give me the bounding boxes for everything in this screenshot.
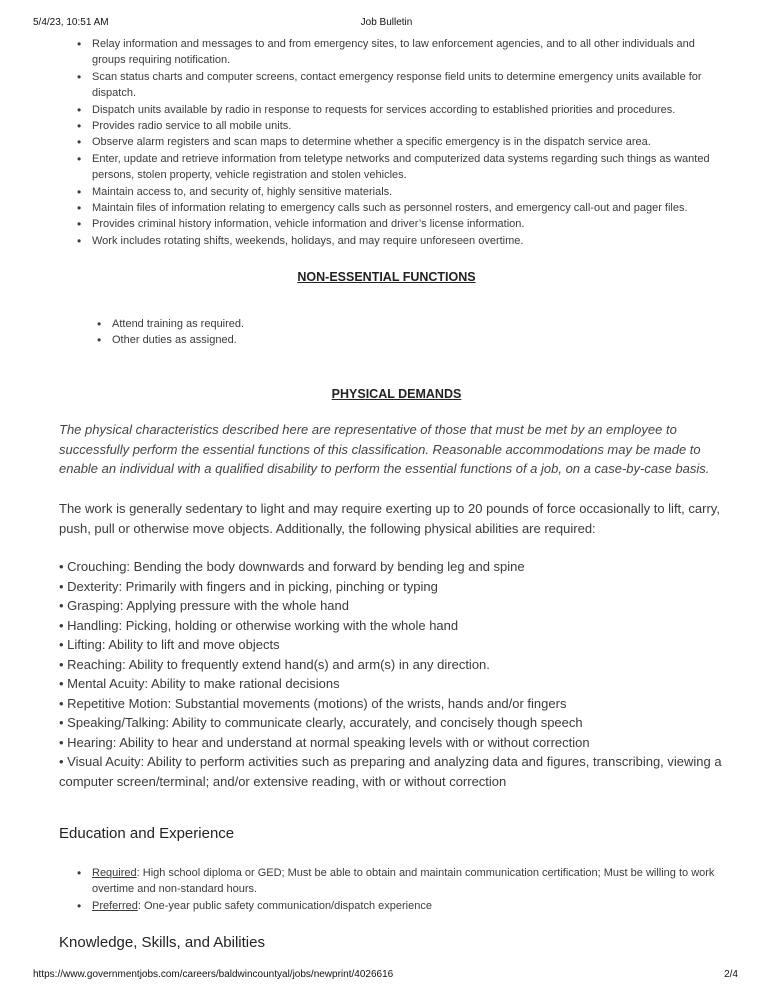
ability-item: • Mental Acuity: Ability to make rational decisions xyxy=(59,676,340,691)
list-item: • Enter, update and retrieve information from teletype networks and computerized data systems regarding such things as wanted persons, stolen property, vehicle registration and stolen vehicles. xyxy=(74,151,724,184)
list-item: • Other duties as assigned. xyxy=(94,332,694,348)
ability-item: • Dexterity: Primarily with fingers and in picking, pinching or typing xyxy=(59,578,438,594)
physical-abilities-list xyxy=(59,557,731,791)
ability-item: • Visual Acuity: Ability to perform activities such as preparing and analyzing data and figures, transcribing, viewing a computer screen/terminal; and/or extensive reading, with or without correction xyxy=(59,754,722,789)
physical-intro: The physical characteristics described here are representative of those that must be met by an employee to successfully perform the essential functions of this classification. Reasonable accommodations may be made to enable an individual with a qualified disability to perform the essential functions of a job, on a case-by-case basis. xyxy=(59,422,710,476)
print-header xyxy=(0,17,773,31)
list-item: • Provides criminal history information, vehicle information and driver’s license information. xyxy=(74,216,724,232)
preferred-label: Preferred xyxy=(92,899,138,912)
required-text: : High school diploma or GED; Must be able to obtain and maintain communication certification; Must be willing to work overtime and non-standard hours. xyxy=(92,867,715,896)
ability-item: • Crouching: Bending the body downwards and forward by bending leg and spine xyxy=(59,559,525,574)
duties-list xyxy=(74,36,724,249)
ability-item: • Lifting: Ability to lift and move objects xyxy=(59,637,280,652)
nonessential-heading: NON-ESSENTIAL FUNCTIONS xyxy=(297,270,476,284)
page-number: 2/4 xyxy=(724,969,738,980)
list-item: • Scan status charts and computer screens, contact emergency response field units to determine emergency units available for dispatch. xyxy=(74,69,724,102)
ability-item: • Hearing: Ability to hear and understand at normal speaking levels with or without correction xyxy=(59,734,590,750)
physical-demands-heading: PHYSICAL DEMANDS xyxy=(331,387,462,401)
list-item: • Observe alarm registers and scan maps to determine whether a specific emergency is in the dispatch service area. xyxy=(74,134,724,150)
print-date: 5/4/23, 10:51 AM xyxy=(33,17,109,28)
list-item xyxy=(74,865,724,898)
ksa-heading: Knowledge, Skills, and Abilities xyxy=(59,934,265,951)
ability-item: • Speaking/Talking: Ability to communicate clearly, accurately, and concisely though speech xyxy=(59,715,583,730)
physical-work-description: The work is generally sedentary to light and may require exerting up to 20 pounds of force occasionally to lift, carry, push, pull or otherwise move objects. Additionally, the following physical abilities are required: xyxy=(59,501,720,536)
ability-item: • Repetitive Motion: Substantial movements (motions) of the wrists, hands and/or fingers xyxy=(59,695,567,711)
list-item xyxy=(74,898,724,914)
list-item: • Maintain files of information relating to emergency calls such as personnel rosters, and emergency call-out and pager files. xyxy=(74,200,724,216)
ability-item: • Handling: Picking, holding or otherwise working with the whole hand xyxy=(59,617,459,633)
list-item: • Provides radio service to all mobile units. xyxy=(74,118,724,134)
ability-item: • Reaching: Ability to frequently extend hand(s) and arm(s) in any direction. xyxy=(59,656,490,672)
required-label: Required xyxy=(92,867,137,879)
education-list xyxy=(74,865,724,914)
list-item: • Work includes rotating shifts, weekends, holidays, and may require unforeseen overtime. xyxy=(74,233,724,249)
ability-item: • Grasping: Applying pressure with the whole hand xyxy=(59,598,349,613)
page-url: https://www.governmentjobs.com/careers/baldwincountyal/jobs/newprint/4026616 xyxy=(33,969,394,980)
print-title: Job Bulletin xyxy=(360,17,413,28)
education-heading: Education and Experience xyxy=(59,825,235,842)
list-item: • Attend training as required. xyxy=(94,316,694,332)
nonessential-list xyxy=(94,316,694,349)
list-item: • Dispatch units available by radio in response to requests for services according to established priorities and procedures. xyxy=(74,102,724,118)
list-item: • Maintain access to, and security of, highly sensitive materials. xyxy=(74,184,724,200)
list-item: • Relay information and messages to and from emergency sites, to law enforcement agencies, and to all other individuals and groups requiring notification. xyxy=(74,36,724,69)
preferred-text: : One-year public safety communication/dispatch experience xyxy=(137,899,432,912)
